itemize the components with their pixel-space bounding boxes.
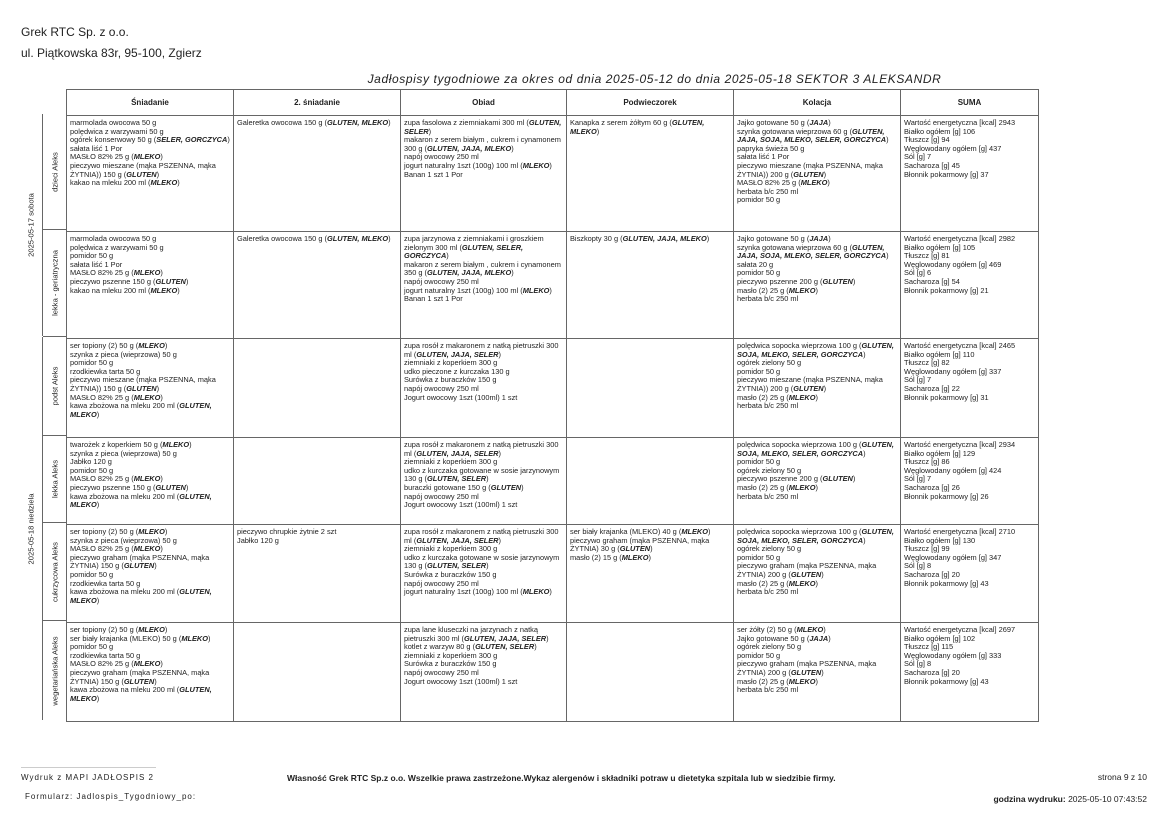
diet-label-cell [43,436,66,523]
footer-ownership: Własność Grek RTC Sp.z o.o. Wszelkie prawa zastrzeżone.Wykaz alergenów i składniki potraw u dietetyka szpitala lub w siedzibie firmy. [287,773,836,783]
afternoon-snack-cell: Kanapka z serem żółtym 60 g (GLUTEN, MLEKO) [567,116,734,232]
afternoon-snack-cell: ser biały krajanka (MLEKO) 40 g (MLEKO) pieczywo graham (mąka PSZENNA, mąka ŻYTNIA) 30 g (GLUTEN) masło (2) 15 g (MLEKO) [567,525,734,623]
table-row [67,623,1039,722]
afternoon-snack-cell [567,339,734,438]
second-breakfast-cell [234,623,401,722]
summary-cell: Wartość energetyczna [kcal] 2697 Białko ogółem [g] 102 Tłuszcz [g] 115 Węglowodany ogółem [g] 333 Sól [g] 8 Sacharoza [g] 20 Błonnik pokarmowy [g] 43 [901,623,1039,722]
lunch-cell: zupa fasolowa z ziemniakami 300 ml (GLUTEN, SELER) makaron z serem białym , cukrem i cynamonem 300 g (GLUTEN, JAJA, MLEKO) napój owocowy 250 ml jogurt naturalny 1szt (100g) 100 ml (MLEKO) Banan 1 szt 1 Por [401,116,567,232]
diet-label: podst Aleks [50,366,59,406]
company-address: ul. Piątkowska 83r, 95-100, Zgierz [21,46,202,60]
summary-cell: Wartość energetyczna [kcal] 2710 Białko ogółem [g] 130 Tłuszcz [g] 99 Węglowodany ogółem [g] 347 Sól [g] 8 Sacharoza [g] 20 Błonnik pokarmowy [g] 43 [901,525,1039,623]
dinner-cell: polędwica sopocka wieprzowa 100 g (GLUTEN, SOJA, MLEKO, SELER, GORCZYCA) ogórek zielony 50 g pomidor 50 g pieczywo graham (mąka PSZENNA, mąka ŻYTNIA) 200 g (GLUTEN) masło (2) 25 g (MLEKO) herbata b/c 250 ml [734,525,901,623]
diet-label: dzieci Aleks [50,151,59,192]
day-block-sunday [20,337,43,720]
summary-cell: Wartość energetyczna [kcal] 2943 Białko ogółem [g] 106 Tłuszcz [g] 94 Węglowodany ogółem [g] 437 Sól [g] 7 Sacharoza [g] 45 Błonnik pokarmowy [g] 37 [901,116,1039,232]
table-row [67,525,1039,623]
second-breakfast-cell [234,438,401,525]
day-block-saturday [20,114,43,336]
afternoon-snack-cell [567,438,734,525]
diet-label: lekka - geriatryczna [50,250,59,316]
page-title: Jadłospisy tygodniowe za okres od dnia 2025-05-12 do dnia 2025-05-18 SEKTOR 3 ALEKSANDR [367,72,942,86]
summary-cell: Wartość energetyczna [kcal] 2465 Białko ogółem [g] 110 Tłuszcz [g] 82 Węglowodany ogółem [g] 337 Sól [g] 7 Sacharoza [g] 22 Błonnik pokarmowy [g] 31 [901,339,1039,438]
afternoon-snack-cell [567,623,734,722]
column-header: SUMA [901,90,1039,116]
dinner-cell: ser żółty (2) 50 g (MLEKO) Jajko gotowane 50 g (JAJA) ogórek zielony 50 g pomidor 50 g pieczywo graham (mąka PSZENNA, mąka ŻYTNIA) 200 g (GLUTEN) masło (2) 25 g (MLEKO) herbata b/c 250 ml [734,623,901,722]
table-row [67,339,1039,438]
print-time [993,794,1147,804]
breakfast-cell: twarożek z koperkiem 50 g (MLEKO) szynka z pieca (wieprzowa) 50 g Jabłko 120 g pomidor 50 g MASŁO 82% 25 g (MLEKO) pieczywo pszenne 150 g (GLUTEN) kawa zbożowa na mleku 200 ml (GLUTEN, MLEKO) [67,438,234,525]
diet-label: wegetariańska Aleks [50,635,59,706]
table-row [67,232,1039,339]
company-name: Grek RTC Sp. z o.o. [21,25,129,39]
diet-label-cell [43,337,66,436]
footer-form: Formularz: Jadlospis_Tygodniowy_po: [25,792,197,801]
print-time-value: 2025-05-10 07:43:52 [1068,794,1147,804]
diet-label: lekka Aleks [50,460,59,498]
lunch-cell: zupa jarzynowa z ziemniakami i groszkiem zielonym 300 ml (GLUTEN, SELER, GORCZYCA) makaron z serem białym , cukrem i cynamonem 350 g (GLUTEN, JAJA, MLEKO) napój owocowy 250 ml jogurt naturalny 1szt (100g) 100 ml (MLEKO) Banan 1 szt 1 Por [401,232,567,339]
page-number: strona 9 z 10 [1097,772,1147,782]
day-label: 2025-05-17 sobota [26,193,36,257]
footer-divider [21,767,156,768]
table-row [67,116,1039,232]
menu-table [66,89,1039,722]
breakfast-cell: ser topiony (2) 50 g (MLEKO) szynka z pieca (wieprzowa) 50 g pomidor 50 g rzodkiewka tarta 50 g pieczywo mieszane (mąka PSZENNA, mąka ŻYTNIA)) 150 g (GLUTEN) MASŁO 82% 25 g (MLEKO) kawa zbożowa na mleku 200 ml (GLUTEN, MLEKO) [67,339,234,438]
second-breakfast-cell: Galeretka owocowa 150 g (GLUTEN, MLEKO) [234,232,401,339]
afternoon-snack-cell: Biszkopty 30 g (GLUTEN, JAJA, MLEKO) [567,232,734,339]
lunch-cell: zupa rosół z makaronem z natką pietruszki 300 ml (GLUTEN, JAJA, SELER) ziemniaki z koperkiem 300 g udko z kurczaka gotowane w sosie jarzynowym 130 g (GLUTEN, SELER) buraczki gotowane 150 g (GLUTEN) napój owocowy 250 ml Jogurt owocowy 1szt (100ml) 1 szt [401,438,567,525]
column-header: Obiad [401,90,567,116]
diet-label-cell [43,114,66,230]
second-breakfast-cell [234,339,401,438]
dinner-cell: Jajko gotowane 50 g (JAJA) szynka gotowana wieprzowa 60 g (GLUTEN, JAJA, SOJA, MLEKO, SELER, GORCZYCA) sałata 20 g pomidor 50 g pieczywo pszenne 200 g (GLUTEN) masło (2) 25 g (MLEKO) herbata b/c 250 ml [734,232,901,339]
diet-label: cukrzycowa Aleks [50,541,59,602]
day-label: 2025-05-18 niedziela [26,493,36,564]
lunch-cell: zupa lane kluseczki na jarzynach z natką pietruszki 300 ml (GLUTEN, JAJA, SELER) kotlet z warzyw 80 g (GLUTEN, SELER) ziemniaki z koperkiem 300 g Surówka z buraczków 150 g napój owocowy 250 ml Jogurt owocowy 1szt (100ml) 1 szt [401,623,567,722]
table-header-row [67,90,1039,116]
dinner-cell: polędwica sopocka wieprzowa 100 g (GLUTEN, SOJA, MLEKO, SELER, GORCZYCA) ogórek zielony 50 g pomidor 50 g pieczywo mieszane (mąka PSZENNA, mąka ŻYTNIA)) 200 g (GLUTEN) masło (2) 25 g (MLEKO) herbata b/c 250 ml [734,339,901,438]
column-header: 2. śniadanie [234,90,401,116]
column-header: Kolacja [734,90,901,116]
lunch-cell: zupa rosół z makaronem z natką pietruszki 300 ml (GLUTEN, JAJA, SELER) ziemniaki z koperkiem 300 g udko z kurczaka gotowane w sosie jarzynowym 130 g (GLUTEN, SELER) Surówka z buraczków 150 g napój owocowy 250 ml jogurt naturalny 1szt (100g) 100 ml (MLEKO) [401,525,567,623]
column-header: Śniadanie [67,90,234,116]
summary-cell: Wartość energetyczna [kcal] 2934 Białko ogółem [g] 129 Tłuszcz [g] 86 Węglowodany ogółem [g] 424 Sól [g] 7 Sacharoza [g] 26 Błonnik pokarmowy [g] 26 [901,438,1039,525]
diet-label-cell [43,621,66,720]
table-row [67,438,1039,525]
dinner-cell: polędwica sopocka wieprzowa 100 g (GLUTEN, SOJA, MLEKO, SELER, GORCZYCA) pomidor 50 g ogórek zielony 50 g pieczywo pszenne 200 g (GLUTEN) masło (2) 25 g (MLEKO) herbata b/c 250 ml [734,438,901,525]
lunch-cell: zupa rosół z makaronem z natką pietruszki 300 ml (GLUTEN, JAJA, SELER) ziemniaki z koperkiem 300 g udko pieczone z kurczaka 130 g Surówka z buraczków 150 g napój owocowy 250 ml Jogurt owocowy 1szt (100ml) 1 szt [401,339,567,438]
footer-printout: Wydruk z MAPI JADŁOSPIS 2 [21,773,154,782]
column-header: Podwieczorek [567,90,734,116]
second-breakfast-cell: pieczywo chrupkie żytnie 2 szt Jabłko 120 g [234,525,401,623]
diet-label-cell [43,230,66,337]
breakfast-cell: ser topiony (2) 50 g (MLEKO) szynka z pieca (wieprzowa) 50 g MASŁO 82% 25 g (MLEKO) pieczywo graham (mąka PSZENNA, mąka ŻYTNIA) 150 g (GLUTEN) pomidor 50 g rzodkiewka tarta 50 g kawa zbożowa na mleku 200 ml (GLUTEN, MLEKO) [67,525,234,623]
summary-cell: Wartość energetyczna [kcal] 2982 Białko ogółem [g] 105 Tłuszcz [g] 81 Węglowodany ogółem [g] 469 Sól [g] 6 Sacharoza [g] 54 Błonnik pokarmowy [g] 21 [901,232,1039,339]
dinner-cell: Jajko gotowane 50 g (JAJA) szynka gotowana wieprzowa 60 g (GLUTEN, JAJA, SOJA, MLEKO, SELER, GORCZYCA) papryka świeża 50 g sałata liść 1 Por pieczywo mieszane (mąka PSZENNA, mąka ŻYTNIA)) 200 g (GLUTEN) MASŁO 82% 25 g (MLEKO) herbata b/c 250 ml pomidor 50 g [734,116,901,232]
company-header [21,22,202,64]
second-breakfast-cell: Galeretka owocowa 150 g (GLUTEN, MLEKO) [234,116,401,232]
print-time-label: godzina wydruku: [993,794,1066,804]
breakfast-cell: marmolada owocowa 50 g polędwica z warzywami 50 g ogórek konserwowy 50 g (SELER, GORCZYCA) sałata liść 1 Por MASŁO 82% 25 g (MLEKO) pieczywo mieszane (mąka PSZENNA, mąka ŻYTNIA)) 150 g (GLUTEN) kakao na mleku 200 ml (MLEKO) [67,116,234,232]
breakfast-cell: marmolada owocowa 50 g polędwica z warzywami 50 g pomidor 50 g sałata liść 1 Por MASŁO 82% 25 g (MLEKO) pieczywo pszenne 150 g (GLUTEN) kakao na mleku 200 ml (MLEKO) [67,232,234,339]
breakfast-cell: ser topiony (2) 50 g (MLEKO) ser biały krajanka (MLEKO) 50 g (MLEKO) pomidor 50 g rzodkiewka tarta 50 g MASŁO 82% 25 g (MLEKO) pieczywo graham (mąka PSZENNA, mąka ŻYTNIA) 150 g (GLUTEN) kawa zbożowa na mleku 200 ml (GLUTEN, MLEKO) [67,623,234,722]
diet-label-cell [43,523,66,621]
